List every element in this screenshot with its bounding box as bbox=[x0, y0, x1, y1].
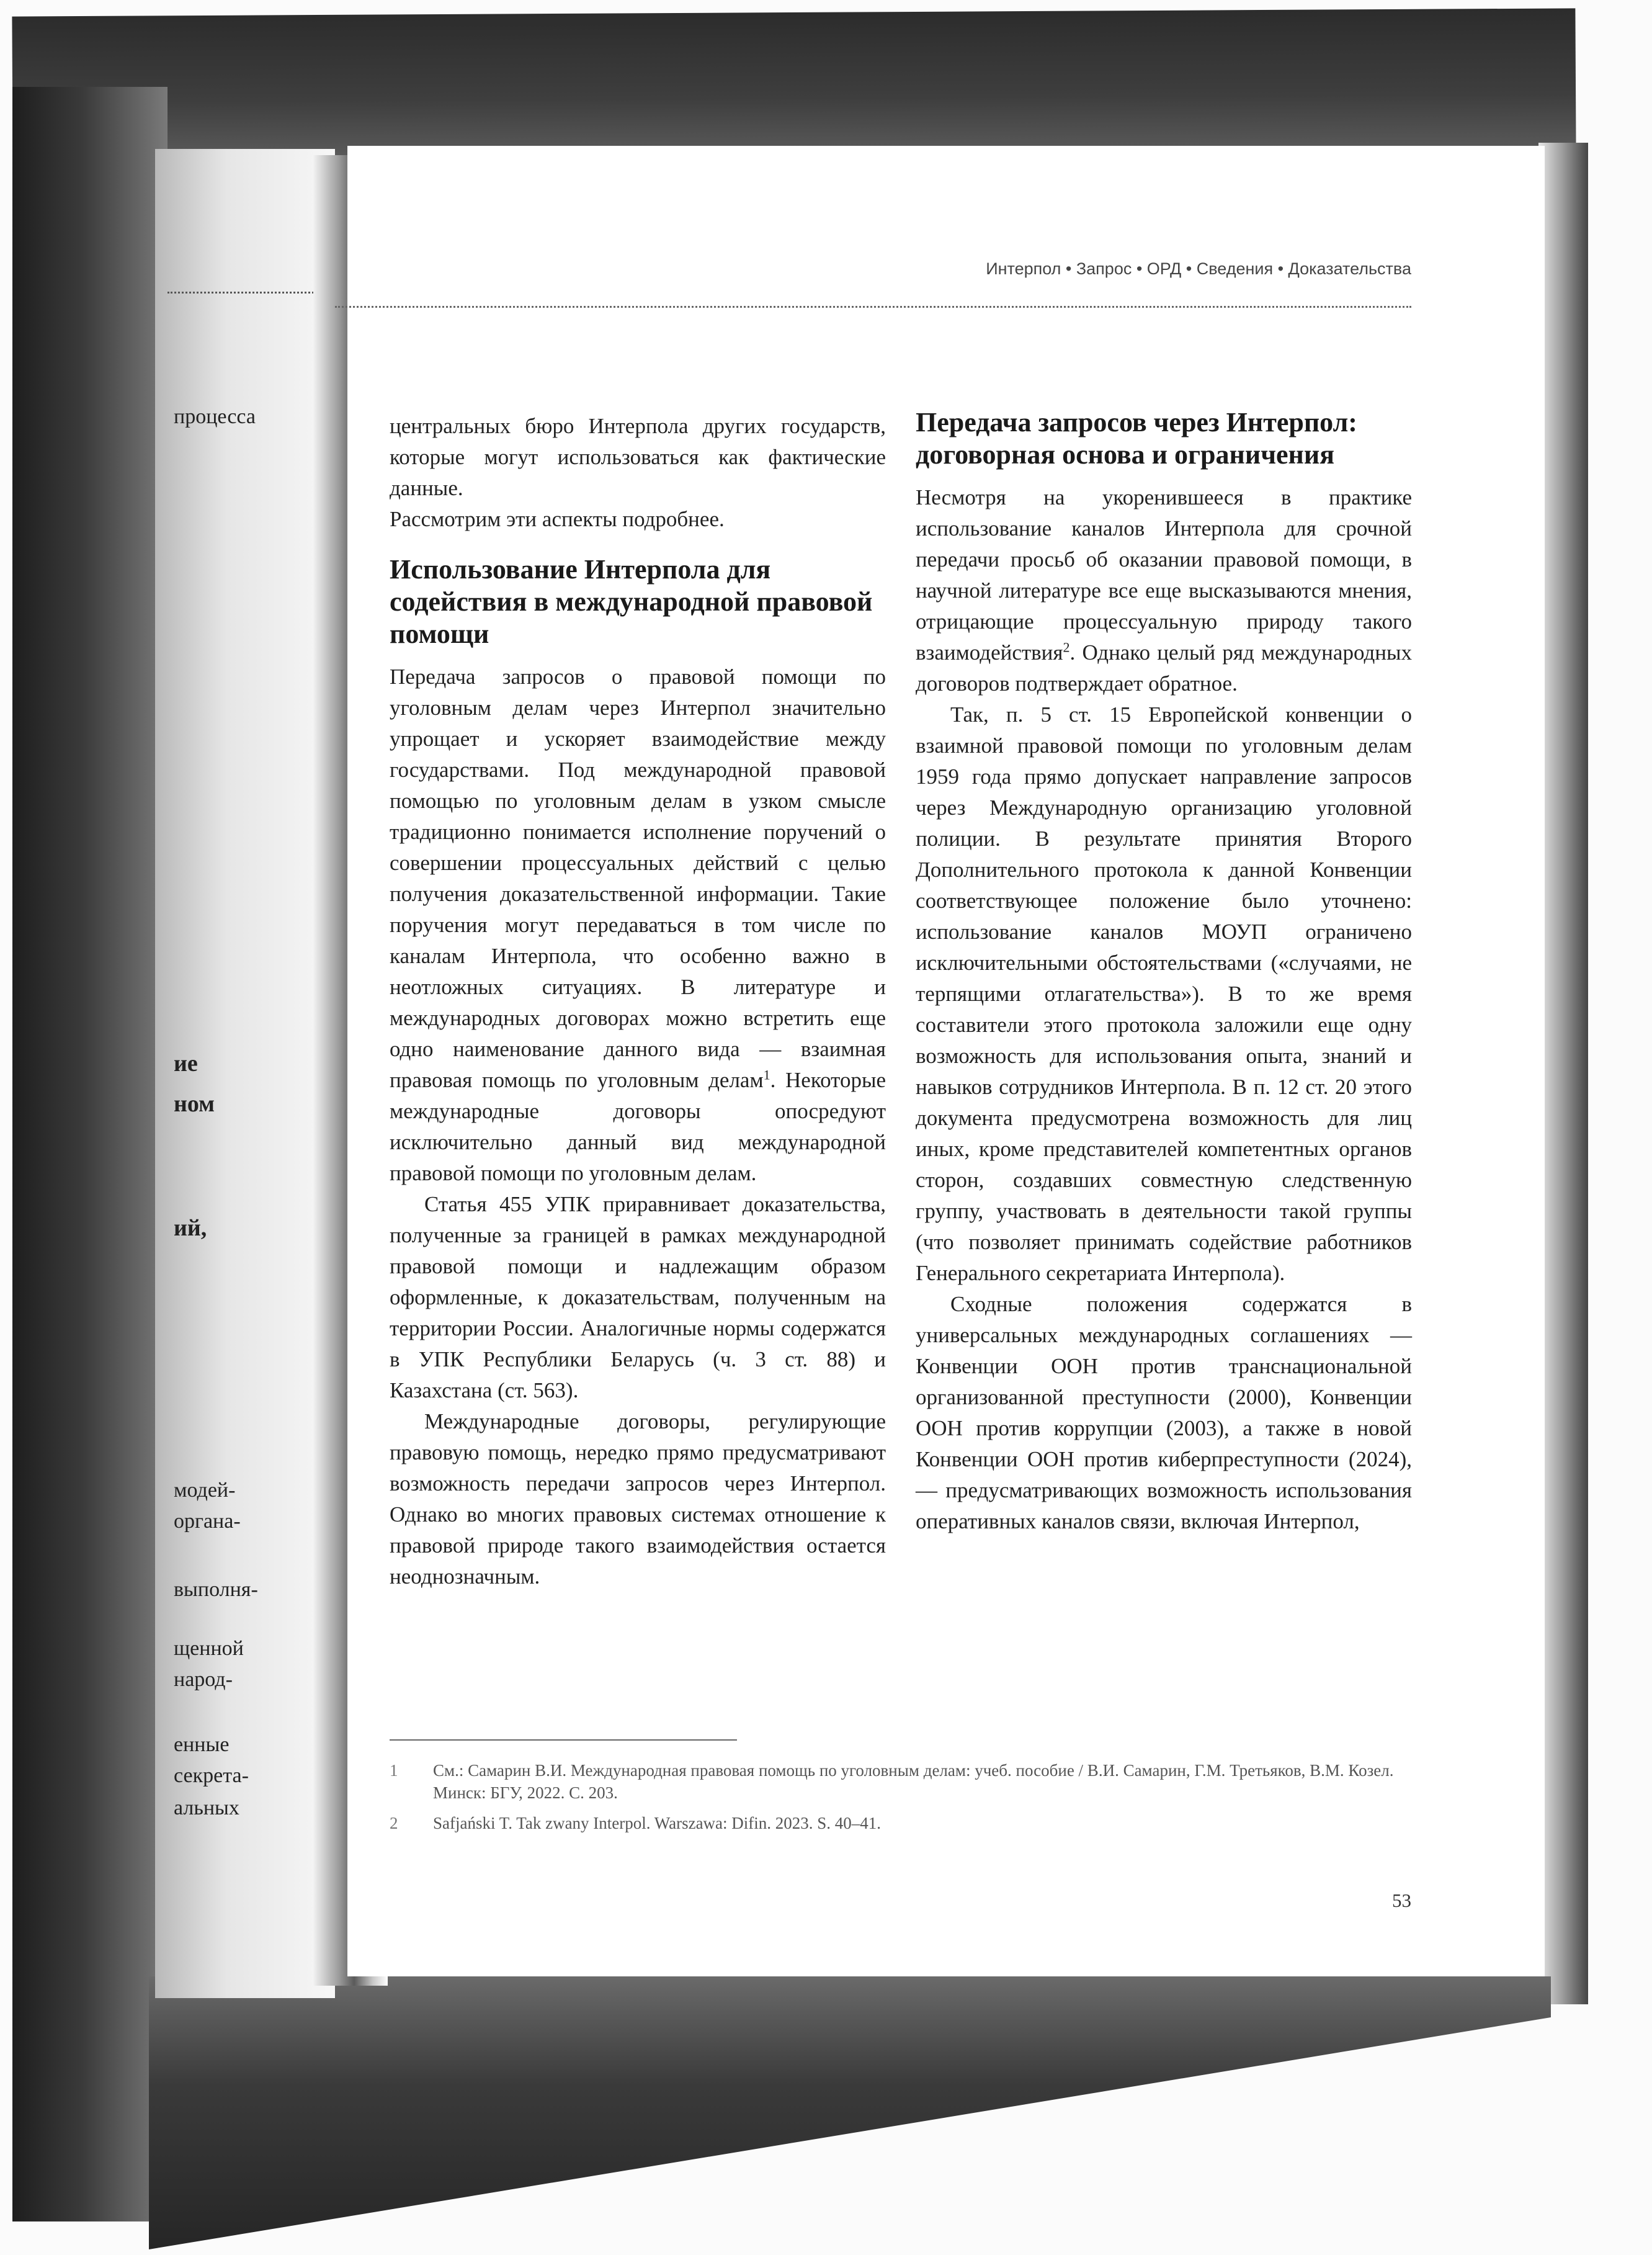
left-page-fragment: ном bbox=[174, 1091, 215, 1117]
left-page-fragment: модей- bbox=[174, 1479, 236, 1502]
left-page-fragment: щенной bbox=[174, 1637, 244, 1660]
left-page-fragment: органа- bbox=[174, 1510, 241, 1533]
scan-shadow-left bbox=[12, 87, 167, 2221]
paragraph: Рассмотрим эти аспекты подробнее. bbox=[390, 507, 725, 531]
paragraph bbox=[390, 661, 886, 1189]
paragraph: Сходные положения содержатся в универсальных международных соглашениях — Конвенции ООН против транснациональной организованной преступности (2000), Конвенции ООН против коррупции (2003), а также в новой Конвенции ООН против киберпреступности (2024), — предусматривающих возможность использования оперативных каналов связи, включая Интерпол, bbox=[916, 1292, 1412, 1533]
scan-shadow-right bbox=[1538, 143, 1588, 2004]
left-page-fragment: народ- bbox=[174, 1668, 233, 1691]
left-column bbox=[390, 411, 886, 1592]
footnote-text: См.: Самарин В.И. Международная правовая помощь по уголовным делам: учеб. пособие / В.И. Самарин, Г.М. Третьяков, В.М. Козел. Минск: БГУ, 2022. С. 203. bbox=[433, 1761, 1394, 1802]
section-heading: Использование Интерпола для содействия в международной правовой помощи bbox=[390, 554, 873, 649]
footnote-rule bbox=[390, 1739, 737, 1741]
footnote bbox=[390, 1759, 1413, 1804]
right-column bbox=[916, 406, 1412, 1537]
left-page-fragment: процесса bbox=[174, 405, 256, 428]
section-heading: Передача запросов через Интерпол: договорная основа и ограничения bbox=[916, 407, 1357, 470]
paragraph-text: Передача запросов о правовой помощи по уголовным делам через Интерпол значительно упрощает и ускоряет взаимодействие между государствами. Под международной правовой помощью по уголовным делам в узком смысле традиционно понимается исполнение поручений о совершении процессуальных действий с целью получения доказательственной информации. Такие поручения могут передаваться в том числе по каналам Интерпола, что особенно важно в неотложных ситуациях. В литературе и международных договорах можно встретить еще одно наименование данного вида — взаимная правовая помощь по уголовным делам bbox=[390, 665, 886, 1092]
footnote-text: Safjański T. Tak zwany Interpol. Warszawa: Difin. 2023. S. 40–41. bbox=[433, 1814, 882, 1832]
footnote-ref: 1 bbox=[763, 1067, 770, 1083]
left-page-fragment: ий, bbox=[174, 1215, 207, 1241]
left-page-fragment: енные bbox=[174, 1733, 230, 1756]
paragraph-text: . Однако целый ряд международных договоров подтверждает обратное. bbox=[916, 640, 1412, 696]
paragraph: центральных бюро Интерпола других государств, которые могут использоваться как фактические данные. bbox=[390, 414, 886, 500]
paragraph-text: . Некоторые международные договоры опосредуют исключительно данный вид международной правовой помощи по уголовным делам. bbox=[390, 1068, 886, 1185]
running-head: Интерпол • Запрос • ОРД • Сведения • Доказательства bbox=[986, 259, 1411, 278]
left-page-fragment: выполня- bbox=[174, 1578, 258, 1601]
paragraph-text: Несмотря на укоренившееся в практике использование каналов Интерпола для срочной передачи просьб об оказании правовой помощи, в научной литературе все еще высказываются мнения, отрицающие процессуальную природу такого взаимодействия bbox=[916, 485, 1412, 665]
footnote-number: 2 bbox=[390, 1814, 398, 1832]
left-page-fragment: секрета- bbox=[174, 1764, 249, 1787]
paragraph bbox=[916, 482, 1412, 699]
scan-shadow-top bbox=[12, 8, 1576, 159]
left-page-fragment: ие bbox=[174, 1051, 198, 1077]
paragraph: Так, п. 5 ст. 15 Европейской конвенции о взаимной правовой помощи по уголовным делам 1959 года прямо допускает направление запросов через Международную организацию уголовной полиции. В результате принятия Второго Дополнительного протокола к данной Конвенции соответствующее положение было уточнено: использование каналов МОУП ограничено исключительными обстоятельствами («случаями, не терпящими отлагательства»). В то же время составители этого протокола заложили еще одну возможность для использования опыта, знаний и навыков сотрудников Интерпола. В п. 12 ст. 20 этого документа предусмотрена возможность для лиц иных, кроме представителей компетентных органов сторон, создавших совместную следственную группу, участвовать в деятельности такой группы (что позволяет принимать содействие работников Генерального секретариата Интерпола). bbox=[916, 702, 1412, 1285]
footnote-ref: 2 bbox=[1063, 639, 1070, 655]
paragraph: Статья 455 УПК приравнивает доказательства, полученные за границей в рамках международной правовой помощи и надлежащим образом оформленные, к доказательствам, полученным на территории России. Аналогичные нормы содержатся в УПК Республики Беларусь (ч. 3 ст. 88) и Казахстана (ст. 563). bbox=[390, 1192, 886, 1402]
footnote-number: 1 bbox=[390, 1761, 398, 1780]
left-page-dotted-rule bbox=[167, 292, 329, 294]
page-number: 53 bbox=[1392, 1890, 1411, 1911]
running-head-rule bbox=[335, 306, 1411, 308]
footnote bbox=[390, 1812, 1413, 1834]
paragraph: Международные договоры, регулирующие правовую помощь, нередко прямо предусматривают возможность передачи запросов через Интерпол. Однако во многих правовых системах отношение к правовой природе такого взаимодействия остается неоднозначным. bbox=[390, 1409, 886, 1589]
left-page-fragment: альных bbox=[174, 1796, 239, 1819]
